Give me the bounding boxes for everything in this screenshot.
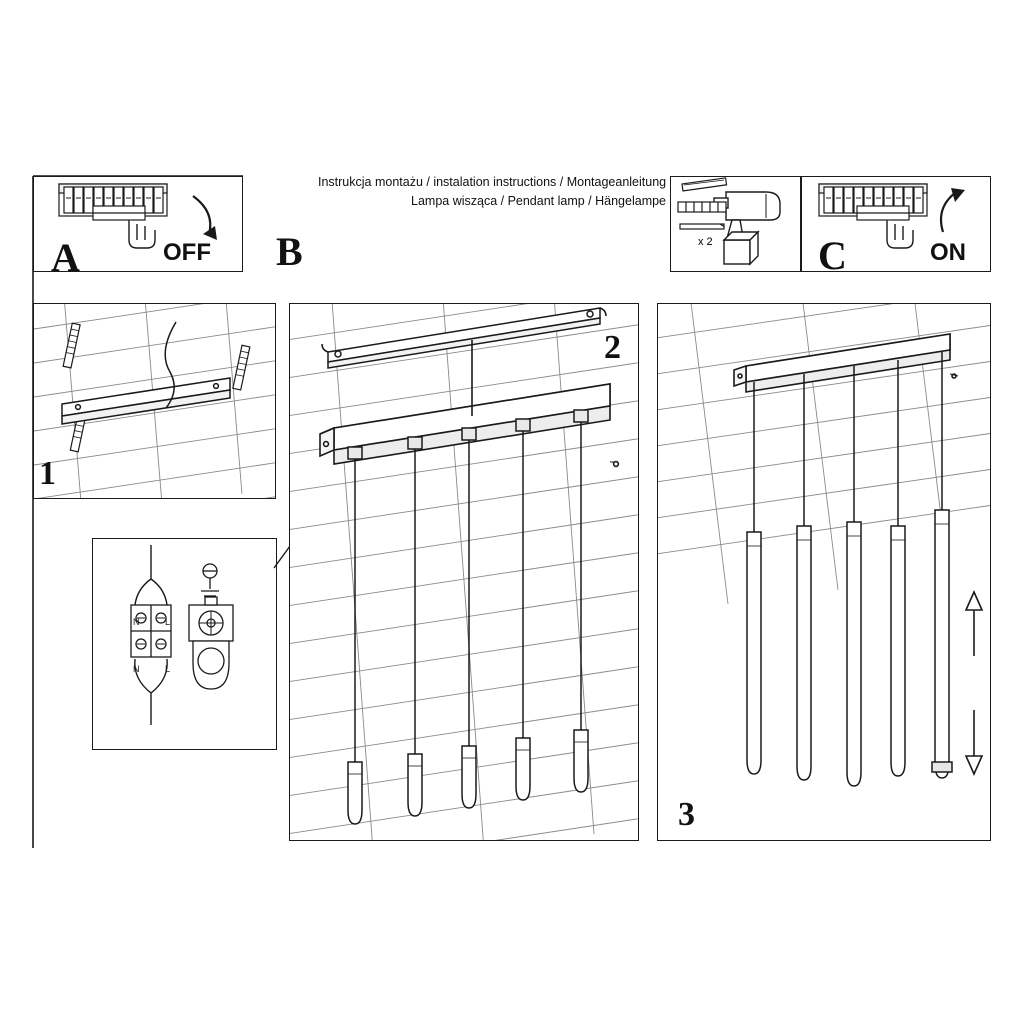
step3-graphic [658, 304, 990, 840]
step3-number: 3 [678, 796, 695, 833]
title-line-2: Lampa wisząca / Pendant lamp / Hängelampe [411, 194, 667, 208]
panel-a-letter: A [51, 235, 80, 280]
title-line-1: Instrukcja montażu / instalation instructions / Montageanleitung [318, 175, 667, 189]
tools-graphic [670, 176, 803, 274]
wiring-label-l-bottom: L [165, 664, 171, 674]
wiring-label-n-top: N [133, 617, 140, 627]
step2-number: 2 [604, 329, 621, 366]
panel-c-state-label: ON [930, 239, 966, 266]
step2-graphic [290, 304, 638, 840]
wiring-graphic [93, 539, 276, 749]
step1-number: 1 [39, 455, 56, 492]
panel-b-letter: B [276, 229, 303, 274]
anchor-quantity-label: x 2 [698, 236, 713, 248]
step1-graphic [34, 304, 275, 498]
panel-c-letter: C [818, 233, 847, 278]
panel-a-state-label: OFF [163, 239, 211, 266]
wiring-label-l-top: L [165, 617, 171, 627]
wiring-label-n-bottom: N [133, 664, 140, 674]
